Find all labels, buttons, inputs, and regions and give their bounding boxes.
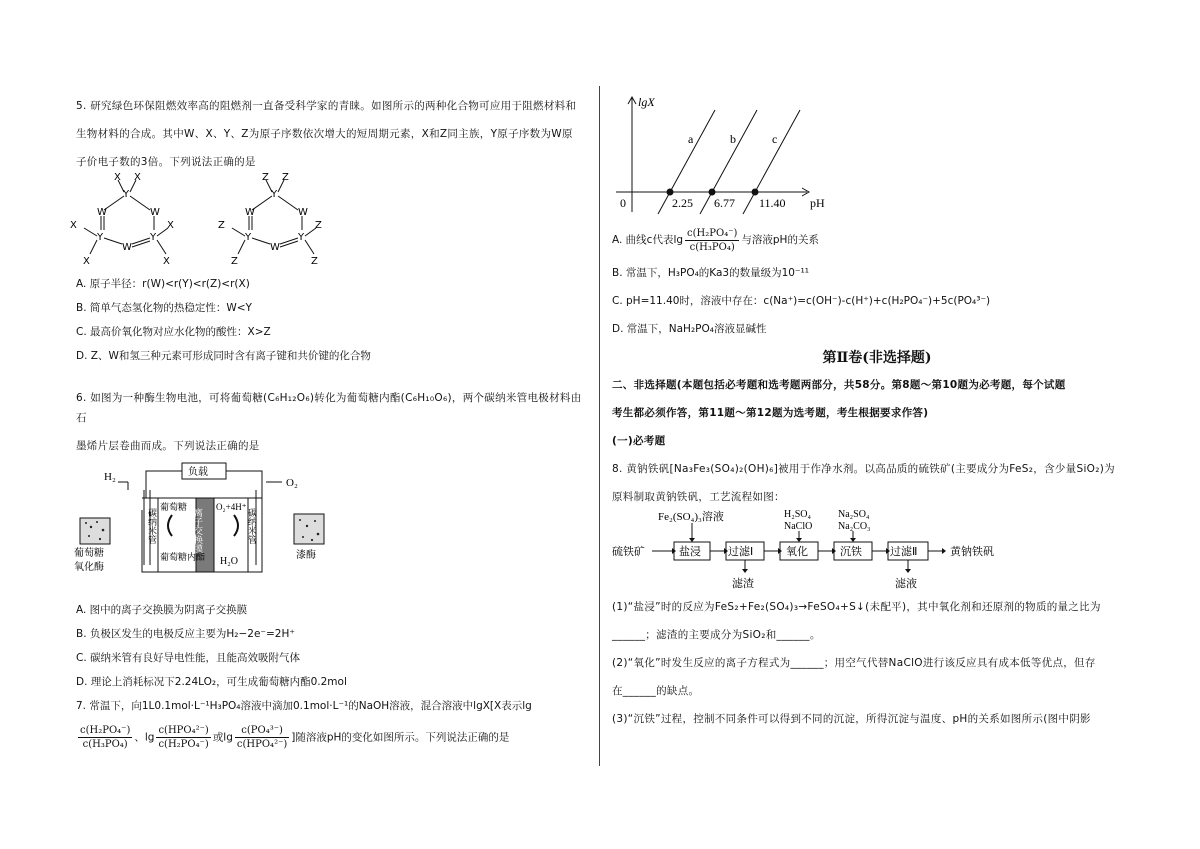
q6-battery-diagram bbox=[72, 460, 332, 590]
enzyme-left-line1: 葡萄糖 bbox=[74, 548, 104, 559]
atom-z: Z bbox=[315, 220, 322, 231]
q5-option-a: A. 原子半径：r(W)<r(Y)<r(Z)<r(X) bbox=[76, 278, 250, 290]
q5-stem-line2: 生物材料的合成。其中W、X、Y、Z为原子序数依次增大的短周期元素，X和Z同主族，Y原子序数为W原 bbox=[76, 128, 573, 140]
right-column bbox=[612, 96, 1142, 729]
atom-w: W bbox=[150, 207, 160, 218]
atom-x: X bbox=[114, 172, 121, 183]
q7-fraction-3: $\frac{\text{c(PO₄³⁻)}}{\text{c(HPO₄²⁻)}}$ bbox=[236, 725, 288, 750]
point-b bbox=[709, 189, 716, 196]
atom-w: W bbox=[270, 242, 280, 253]
lgx-ph-graph bbox=[612, 92, 842, 217]
flow-step-salt-leach: 盐浸 bbox=[679, 546, 701, 558]
flow-step-filter-2: 过滤Ⅱ bbox=[890, 546, 918, 558]
point-c bbox=[752, 189, 759, 196]
atom-z: Z bbox=[282, 172, 289, 183]
o2-4h-label: O₂+4H⁺ bbox=[216, 502, 247, 512]
part2-instruction-line1: 二、非选择题(本题包括必考题和选考题两部分，共58分。第8题～第10题为必考题，每个试题 bbox=[612, 379, 1066, 391]
flow-reagent-4a: Na₂SO₄ bbox=[838, 509, 870, 520]
q6-option-c: C. 碳纳米管有良好导电性能，且能高效吸附气体 bbox=[76, 652, 301, 664]
atom-w: W bbox=[122, 242, 132, 253]
flow-reagent-3a: H₂SO₄ bbox=[784, 509, 811, 520]
origin-label: 0 bbox=[620, 196, 626, 210]
curve-a-label: a bbox=[688, 132, 694, 146]
tick-label-225: 2.25 bbox=[672, 196, 693, 210]
flow-reagent-3b: NaClO bbox=[784, 521, 813, 532]
q7-fraction-2: $\frac{\text{c(HPO₄²⁻)}}{\text{c(H₂PO₄⁻)}}$ bbox=[158, 725, 209, 750]
q7-fraction-1: $\frac{\text{c(H₂PO₄⁻)}}{\text{c(H₃PO₄)}}$ bbox=[80, 725, 131, 750]
atom-z: Z bbox=[231, 256, 238, 267]
column-divider bbox=[599, 86, 600, 766]
q8-sub3-line1: (3)“沉铁”过程，控制不同条件可以得到不同的沉淀，所得沉淀与温度、pH的关系如图所示(图中阴影 bbox=[612, 713, 1091, 725]
atom-w: W bbox=[245, 207, 255, 218]
tick-label-1140: 11.40 bbox=[759, 196, 786, 210]
q8-stem-line1: 8. 黄钠铁矾[Na₃Fe₃(SO₄)₂(OH)₆]被用于作净水剂。以高品质的硫铁矿(主要成分为FeS₂，含少量SiO₂)为 bbox=[612, 463, 1115, 475]
q7-option-c: C. pH=11.40时，溶液中存在：c(Na⁺)=c(OH⁻)-c(H⁺)+c(H₂PO₄⁻)+5c(PO₄³⁻) bbox=[612, 295, 991, 307]
atom-w: W bbox=[97, 207, 107, 218]
atom-x: X bbox=[70, 220, 77, 231]
left-tube-label: 碳纳米管 bbox=[147, 508, 157, 544]
flow-start: 硫铁矿 bbox=[612, 546, 645, 558]
load-label: 负载 bbox=[188, 467, 208, 478]
h2o-label: H₂O bbox=[220, 556, 238, 567]
q8-sub1-line1: (1)“盐浸”时的反应为FeS₂+Fe₂(SO₄)₃→FeSO₄+S↓(未配平)，其中氧化剂和还原剂的物质的量之比为 bbox=[612, 601, 1101, 613]
flow-step-precipitate: 沉铁 bbox=[840, 546, 862, 558]
atom-x: X bbox=[83, 256, 90, 267]
point-a bbox=[667, 189, 674, 196]
flow-waste-filtrate: 滤液 bbox=[895, 578, 917, 590]
q6-stem-line1: 6. 如图为一种酶生物电池，可将葡萄糖(C₆H₁₂O₆)转化为葡萄糖内酯(C₆H₁₀O₆)，两个碳纳米管电极材料由石 bbox=[76, 392, 582, 424]
q6-option-d: D. 理论上消耗标况下2.24LO₂，可生成葡萄糖内酯0.2mol bbox=[76, 676, 347, 688]
q5-option-c: C. 最高价氧化物对应水化物的酸性：X>Z bbox=[76, 326, 271, 338]
q7-option-a: A. 曲线c代表lg $\frac{\text{c(H₂PO₄⁻)}}{\text{c(H₃PO₄)}}$ 与溶液pH的关系 bbox=[612, 227, 819, 253]
q7-stem-line1: 7. 常温下，向1L0.1mol·L⁻¹H₃PO₄溶液中滴加0.1mol·L⁻¹的NaOH溶液，混合溶液中lgX[X表示lg bbox=[76, 700, 532, 712]
flow-product: 黄钠铁矾 bbox=[950, 546, 994, 558]
q6-option-a: A. 图中的离子交换膜为阴离子交换膜 bbox=[76, 604, 248, 616]
q5-stem-line3: 子价电子数的3倍。下列说法正确的是 bbox=[76, 156, 256, 168]
atom-y: Y bbox=[97, 232, 104, 243]
h2-label: H₂ bbox=[104, 471, 116, 483]
left-column bbox=[70, 96, 590, 751]
q7-option-b: B. 常温下，H₃PO₄的Ka3的数量级为10⁻¹¹ bbox=[612, 267, 809, 279]
atom-z: Z bbox=[311, 256, 318, 267]
enzyme-left-line2: 氧化酶 bbox=[74, 562, 104, 573]
q7-option-d: D. 常温下，NaH₂PO₄溶液显碱性 bbox=[612, 323, 767, 335]
atom-x: X bbox=[134, 172, 141, 183]
lactone-label: 葡萄糖内酯 bbox=[160, 552, 206, 562]
atom-y: Y bbox=[245, 232, 252, 243]
q8-process-flow bbox=[612, 509, 1042, 593]
tick-label-677: 6.77 bbox=[714, 196, 735, 210]
membrane-label: 离子交换膜 bbox=[193, 508, 203, 553]
flow-step-filter-1: 过滤Ⅰ bbox=[728, 546, 754, 558]
y-axis-label: lgX bbox=[638, 95, 655, 109]
q6-stem-line2: 墨烯片层卷曲而成。下列说法正确的是 bbox=[76, 440, 260, 452]
q8-sub2-line1: (2)“氧化”时发生反应的离子方程式为______；用空气代替NaClO进行该反应具有成本低等优点，但存 bbox=[612, 657, 1096, 669]
q5-molecule-figure bbox=[70, 172, 360, 272]
q6-option-b: B. 负极区发生的电极反应主要为H₂−2e⁻=2H⁺ bbox=[76, 628, 295, 640]
atom-y: Y bbox=[298, 232, 305, 243]
flow-step-oxidize: 氧化 bbox=[786, 546, 808, 558]
curve-b-label: b bbox=[730, 132, 736, 146]
q7-option-a-fraction: $\frac{\text{c(H₂PO₄⁻)}}{\text{c(H₃PO₄)}}$ bbox=[687, 227, 738, 253]
flow-reagent-1: Fe₂(SO₄)₃溶液 bbox=[658, 511, 724, 523]
flow-reagent-4b: Na₂CO₃ bbox=[838, 521, 871, 532]
curve-c-label: c bbox=[772, 132, 778, 146]
flow-waste-residue: 滤渣 bbox=[732, 578, 754, 590]
q8-sub2-line2: 在______的缺点。 bbox=[612, 685, 700, 697]
q8-sub1-line2: ______；滤渣的主要成分为SiO₂和______。 bbox=[612, 629, 821, 641]
o2-label: O₂ bbox=[286, 477, 298, 489]
atom-y: Y bbox=[123, 189, 130, 200]
part2-instruction-line2: 考生都必须作答，第11题～第12题为选考题，考生根据要求作答) bbox=[612, 407, 929, 419]
atom-x: X bbox=[163, 256, 170, 267]
atom-y: Y bbox=[271, 189, 278, 200]
atom-z: Z bbox=[262, 172, 269, 183]
x-axis-label: pH bbox=[810, 196, 825, 210]
atom-y: Y bbox=[150, 232, 157, 243]
atom-w: W bbox=[298, 207, 308, 218]
atom-z: Z bbox=[218, 220, 225, 231]
section-title: 第Ⅱ卷(非选择题) bbox=[822, 350, 932, 366]
enzyme-right-label: 漆酶 bbox=[296, 550, 316, 561]
required-section-title: (一)必考题 bbox=[612, 435, 666, 447]
q5-option-d: D. Z、W和氢三种元素可形成同时含有离子键和共价键的化合物 bbox=[76, 350, 371, 362]
q8-stem-line2: 原料制取黄钠铁矾，工艺流程如图： bbox=[612, 491, 785, 503]
right-tube-label: 碳纳米管 bbox=[247, 508, 257, 544]
q7-stem-line2: $\frac{\text{c(H₂PO₄⁻)}}{\text{c(H₃PO₄)}}$ 、lg $\frac{\text{c(HPO₄²⁻)}}{\text{c(H₂PO₄⁻)}}$ 或lg $\frac{\text{c(PO₄³⁻)}}{\text{c(HPO₄²⁻)}}$ ]随溶液pH的变化如图所示。下列说法正确的是 bbox=[80, 725, 510, 750]
atom-x: X bbox=[167, 220, 174, 231]
q5-stem-line1: 5. 研究绿色环保阻燃效率高的阻燃剂一直备受科学家的青睐。如图所示的两种化合物可应用于阻燃材料和 bbox=[76, 100, 577, 112]
q5-option-b: B. 简单气态氢化物的热稳定性：W<Y bbox=[76, 302, 252, 314]
glucose-label: 葡萄糖 bbox=[160, 502, 188, 512]
